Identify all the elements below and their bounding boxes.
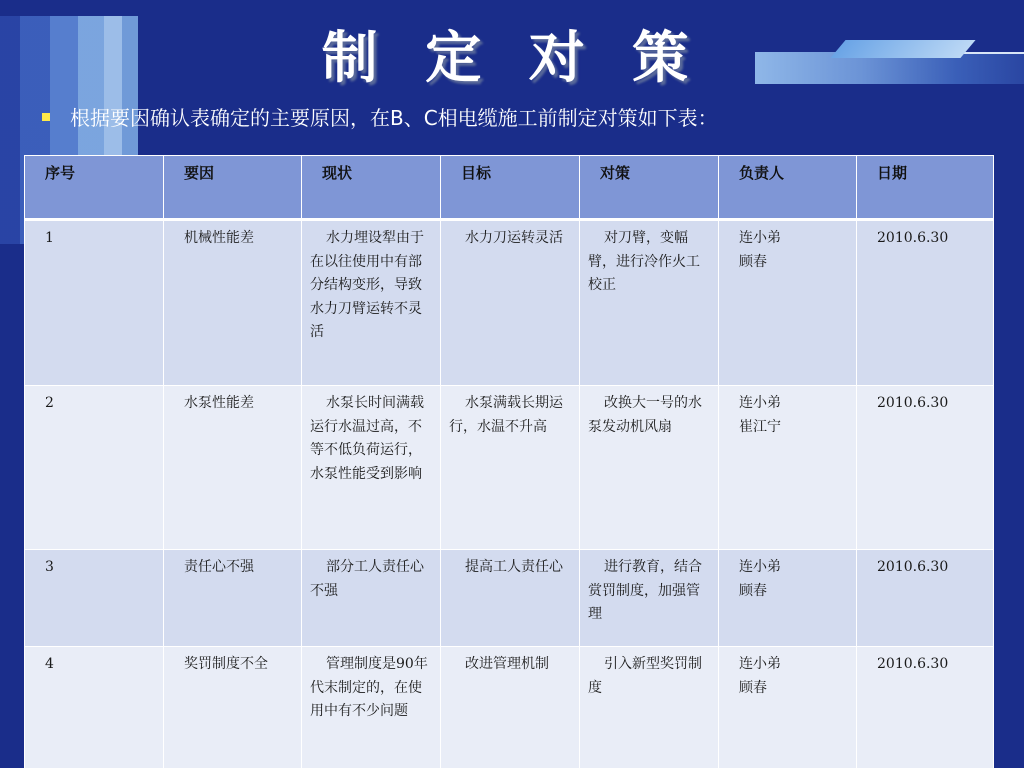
header-cell-status: 现状 <box>302 156 441 220</box>
cell-cause: 奖罚制度不全 <box>164 647 302 768</box>
cell-measure: 进行教育，结合赏罚制度，加强管理 <box>580 550 719 647</box>
cell-cause: 机械性能差 <box>164 220 302 386</box>
cell-date: 2010.6.30 <box>857 550 994 647</box>
header-cell-cause: 要因 <box>164 156 302 220</box>
cell-owner <box>719 386 857 550</box>
cell-no: 3 <box>25 550 164 647</box>
intro-line <box>42 102 718 131</box>
cell-no: 1 <box>25 220 164 386</box>
cell-goal: 改进管理机制 <box>441 647 580 768</box>
owner-name: 顾春 <box>739 582 767 599</box>
table-row <box>25 647 994 768</box>
cell-no: 4 <box>25 647 164 768</box>
header-cell-date: 日期 <box>857 156 994 220</box>
cell-measure: 引入新型奖罚制度 <box>580 647 719 768</box>
table-row <box>25 386 994 550</box>
table-row <box>25 550 994 647</box>
cell-owner <box>719 647 857 768</box>
owner-name: 连小弟 <box>739 230 781 246</box>
cell-date: 2010.6.30 <box>857 647 994 768</box>
cell-status: 水力埋设犁由于在以往使用中有部分结构变形，导致水力刀臂运转不灵活 <box>302 220 441 386</box>
owner-name: 顾春 <box>739 679 767 696</box>
cell-cause: 水泵性能差 <box>164 386 302 550</box>
owner-name: 顾春 <box>739 253 767 270</box>
owner-name: 连小弟 <box>739 559 781 575</box>
cell-date: 2010.6.30 <box>857 386 994 550</box>
header-cell-no: 序号 <box>25 156 164 220</box>
owner-name: 连小弟 <box>739 656 781 672</box>
cell-status: 管理制度是90年代末制定的，在使用中有不少问题 <box>302 647 441 768</box>
intro-text: 根据要因确认表确定的主要原因，在B、C相电缆施工前制定对策如下表： <box>70 106 718 130</box>
cell-goal: 水力刀运转灵活 <box>441 220 580 386</box>
slide-title: 制 定 对 策 <box>321 26 703 91</box>
cell-goal: 水泵满载长期运行，水温不升高 <box>441 386 580 550</box>
cell-goal: 提高工人责任心 <box>441 550 580 647</box>
cell-owner <box>719 220 857 386</box>
owner-name: 连小弟 <box>739 395 781 411</box>
cell-no: 2 <box>25 386 164 550</box>
header-cell-owner: 负责人 <box>719 156 857 220</box>
cell-measure: 改换大一号的水泵发动机风扇 <box>580 386 719 550</box>
countermeasure-table <box>24 155 993 768</box>
owner-name: 崔江宁 <box>739 418 781 435</box>
header-cell-measure: 对策 <box>580 156 719 220</box>
square-bullet-icon <box>42 113 50 121</box>
cell-status: 水泵长时间满载运行水温过高，不等不低负荷运行，水泵性能受到影响 <box>302 386 441 550</box>
header-cell-goal: 目标 <box>441 156 580 220</box>
cell-status: 部分工人责任心不强 <box>302 550 441 647</box>
cell-cause: 责任心不强 <box>164 550 302 647</box>
cell-measure: 对刀臂，变幅臂，进行冷作火工校正 <box>580 220 719 386</box>
table-header-row <box>25 156 994 220</box>
cell-date: 2010.6.30 <box>857 220 994 386</box>
table-row <box>25 220 994 386</box>
cell-owner <box>719 550 857 647</box>
